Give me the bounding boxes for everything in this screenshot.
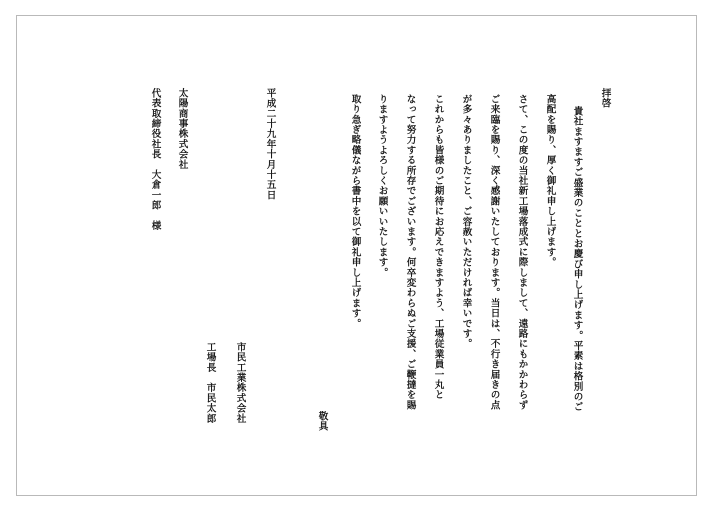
- body-line: が多々ありましたこと、ご容赦いただければ幸いです。: [460, 94, 472, 349]
- recipient-person: 代表取締役社長 大倉一郎 様: [149, 88, 161, 231]
- body-line: なって努力する所存でございます。何卒変わらぬご支援、ご鞭撻を賜: [404, 94, 416, 411]
- body-line: 高配を賜り、厚く御礼申し上げます。: [544, 94, 556, 268]
- body-line: りますようよろしくお願いいたします。: [376, 94, 388, 278]
- body-line: さて、この度の当社新工場落成式に際しまして、遠路にもかかわらず: [516, 94, 528, 411]
- body-line: 取り急ぎ略儀ながら書中を以て御礼申し上げます。: [349, 94, 361, 329]
- body-line: これからも皆様のご期待にお応えできますよう、工場従業員一丸と: [432, 94, 444, 400]
- letter-date: 平成二十九年十月十五日: [264, 88, 276, 201]
- recipient-company: 太陽商事株式会社: [176, 88, 188, 170]
- sender-person: 工場長 市民太郎: [204, 342, 216, 424]
- sender-company: 市民工業株式会社: [234, 342, 246, 424]
- greeting: 拝啓: [599, 88, 611, 109]
- body-line: ご来臨を賜り、深く感謝いたしております。当日は、不行き届きの点: [488, 94, 500, 411]
- body-line: 貴社ますますご盛業のこととお慶び申し上げます。平素は格別のご: [571, 106, 583, 412]
- letter-page: [16, 15, 697, 496]
- closing: 敬具: [316, 411, 328, 432]
